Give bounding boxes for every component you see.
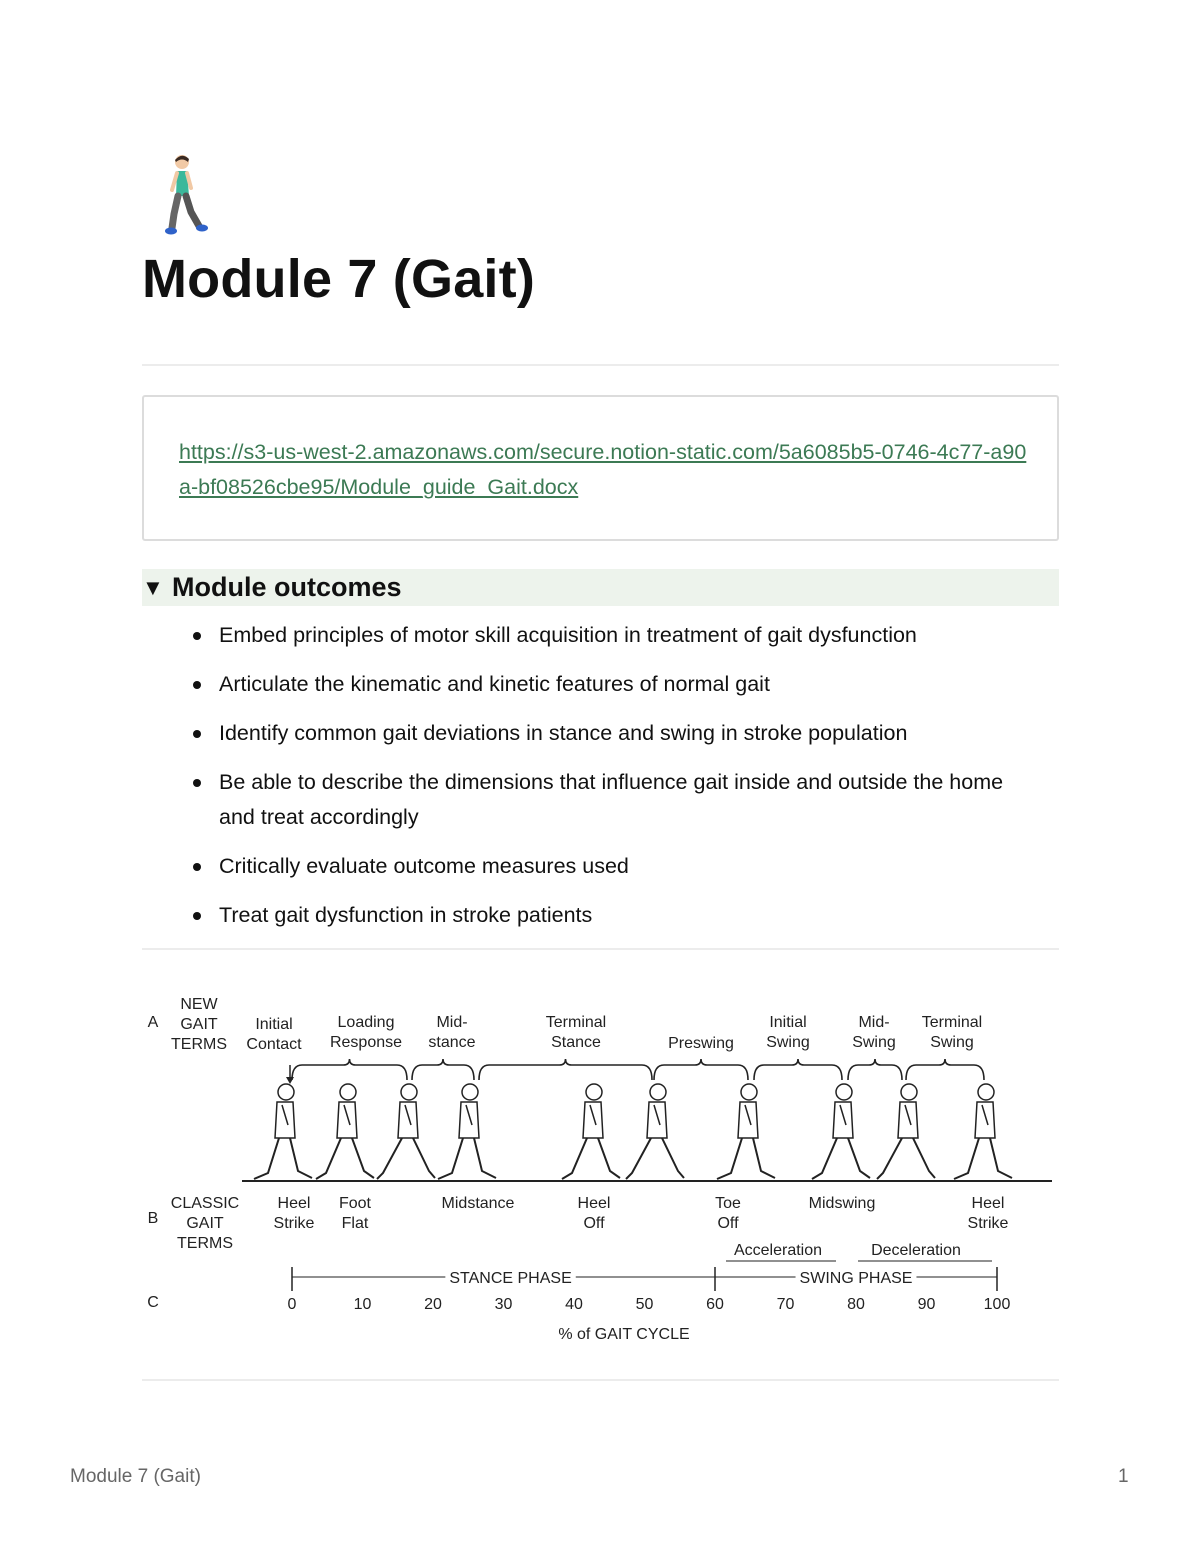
list-item: Embed principles of motor skill acquisition in treatment of gait dysfunction (190, 618, 1040, 653)
classic-gait-terms-label: CLASSIC (170, 1195, 240, 1212)
walker-torso (398, 1102, 418, 1138)
walker-leg (990, 1138, 1012, 1178)
bullet-icon (193, 730, 201, 738)
walker-torso (833, 1102, 853, 1138)
walker-leg (848, 1138, 870, 1178)
new-phase-label: Terminal (545, 1014, 607, 1031)
list-item: Be able to describe the dimensions that influence gait inside and outside the home and treat accordingly (190, 765, 1040, 835)
bullet-icon (193, 779, 201, 787)
walker-head (836, 1084, 852, 1100)
phase-brace (479, 1059, 652, 1080)
classic-event-label: Flat (341, 1215, 369, 1232)
walker-head (340, 1084, 356, 1100)
walker-head (586, 1084, 602, 1100)
walker-leg (316, 1138, 341, 1179)
new-phase-label: Stance (551, 1034, 601, 1051)
walker-arm (745, 1105, 751, 1125)
new-phase-label: Preswing (668, 1035, 734, 1052)
walker-leg (717, 1138, 742, 1179)
walker-torso (459, 1102, 479, 1138)
divider (142, 948, 1059, 950)
walking-person-icon (160, 150, 220, 240)
classic-event-label: Heel (971, 1195, 1005, 1212)
walker-leg (377, 1138, 402, 1179)
new-gait-terms-label: NEW (180, 996, 218, 1013)
footer-title: Module 7 (Gait) (70, 1466, 201, 1487)
walker-leg (812, 1138, 837, 1179)
walker-leg (877, 1138, 902, 1179)
acceleration-label: Acceleration (733, 1242, 823, 1259)
list-item: Articulate the kinematic and kinetic features of normal gait (190, 667, 1040, 702)
tick-label: 70 (776, 1296, 795, 1313)
new-phase-label: Response (329, 1034, 403, 1051)
page-title: Module 7 (Gait) (142, 249, 535, 309)
row-label-b: B (147, 1210, 159, 1227)
walker-leg (413, 1138, 435, 1178)
new-phase-label: Initial (769, 1014, 807, 1031)
deceleration-label: Deceleration (871, 1242, 961, 1259)
walker-leg (626, 1138, 651, 1179)
new-phase-label: Loading (337, 1014, 395, 1031)
new-phase-label: stance (428, 1034, 476, 1051)
walker-leg (290, 1138, 312, 1178)
tick-label: 10 (353, 1296, 372, 1313)
divider (142, 364, 1059, 366)
swing-phase-label: SWING PHASE (799, 1270, 913, 1287)
new-phase-label: Swing (766, 1034, 810, 1051)
walker-arm (590, 1105, 596, 1125)
new-gait-terms-label: TERMS (171, 1036, 227, 1053)
walker-arm (344, 1105, 350, 1125)
classic-event-label: Strike (967, 1215, 1009, 1232)
tick-label: 80 (847, 1296, 865, 1313)
list-item: Identify common gait deviations in stance and swing in stroke population (190, 716, 1040, 751)
classic-event-label: Heel (277, 1195, 311, 1212)
file-link-block (142, 395, 1059, 541)
list-item: Treat gait dysfunction in stroke patients (190, 898, 1040, 933)
outcomes-list (190, 618, 1040, 947)
page-number: 1 (1118, 1466, 1129, 1487)
walker-leg (662, 1138, 684, 1178)
walker-torso (583, 1102, 603, 1138)
bullet-icon (193, 912, 201, 920)
phase-brace (654, 1059, 748, 1080)
toggle-arrow-icon[interactable]: ▼ (142, 574, 164, 600)
tick-label: 90 (917, 1296, 936, 1313)
stance-phase-label: STANCE PHASE (449, 1270, 572, 1287)
phase-brace (412, 1059, 474, 1080)
new-phase-label: Mid- (436, 1014, 468, 1031)
bullet-icon (193, 863, 201, 871)
list-item: Critically evaluate outcome measures used (190, 849, 1040, 884)
tick-label: 100 (983, 1296, 1011, 1313)
walker-torso (898, 1102, 918, 1138)
walker-arm (466, 1105, 472, 1125)
bullet-icon (193, 632, 201, 640)
tick-label: 30 (494, 1296, 513, 1313)
classic-event-label: Toe (715, 1195, 741, 1212)
walker-arm (654, 1105, 660, 1125)
walker-leg (913, 1138, 935, 1178)
figure-layer (147, 996, 1052, 1343)
walker-head (741, 1084, 757, 1100)
toggle-module-outcomes[interactable] (142, 569, 1059, 606)
walker-leg (438, 1138, 463, 1179)
axis-label: % of GAIT CYCLE (558, 1326, 690, 1343)
new-phase-label: Terminal (921, 1014, 983, 1031)
tick-label: 0 (287, 1296, 297, 1313)
walker-arm (905, 1105, 911, 1125)
classic-event-label: Heel (577, 1195, 611, 1212)
walker-torso (275, 1102, 295, 1138)
walker-torso (738, 1102, 758, 1138)
bullet-icon (193, 681, 201, 689)
tick-label: 20 (424, 1296, 442, 1313)
classic-event-label: Off (717, 1215, 739, 1232)
row-label-a: A (147, 1014, 159, 1031)
toggle-title: Module outcomes (172, 572, 402, 602)
walker-leg (954, 1138, 979, 1179)
file-link[interactable]: https://s3-us-west-2.amazonaws.com/secure.notion-static.com/5a6085b5-0746-4c77-a90a-bf08526cbe95/Module_guide_Gait.docx (179, 440, 1027, 499)
classic-event-label: Midstance (441, 1195, 515, 1212)
classic-event-label: Midswing (808, 1195, 876, 1212)
new-phase-label: Swing (852, 1034, 896, 1051)
walker-head (278, 1084, 294, 1100)
classic-gait-terms-label: TERMS (177, 1235, 233, 1252)
gait-cycle-figure (142, 985, 1059, 1355)
walker-torso (337, 1102, 357, 1138)
walker-torso (975, 1102, 995, 1138)
walker-leg (753, 1138, 775, 1178)
walker-leg (352, 1138, 374, 1178)
classic-event-label: Strike (273, 1215, 315, 1232)
walker-leg (562, 1138, 587, 1179)
new-phase-label: Swing (930, 1034, 974, 1051)
walker-head (650, 1084, 666, 1100)
new-phase-label: Mid- (858, 1014, 890, 1031)
walker-leg (474, 1138, 496, 1178)
walker-head (401, 1084, 417, 1100)
classic-event-label: Foot (338, 1195, 372, 1212)
phase-brace (906, 1059, 984, 1080)
phase-brace (292, 1059, 407, 1080)
new-phase-label: Contact (246, 1036, 302, 1053)
classic-gait-terms-label: GAIT (186, 1215, 224, 1232)
divider (142, 1379, 1059, 1381)
walker-head (462, 1084, 478, 1100)
walker-torso (647, 1102, 667, 1138)
walker-arm (982, 1105, 988, 1125)
new-phase-label: Initial (255, 1016, 293, 1033)
phase-brace (754, 1059, 842, 1080)
walker-arm (405, 1105, 411, 1125)
row-label-c: C (147, 1294, 159, 1311)
classic-event-label: Off (583, 1215, 605, 1232)
walker-head (978, 1084, 994, 1100)
tick-label: 50 (635, 1296, 654, 1313)
walker-arm (282, 1105, 288, 1125)
tick-label: 40 (565, 1296, 583, 1313)
walker-leg (254, 1138, 279, 1179)
walker-head (901, 1084, 917, 1100)
tick-label: 60 (706, 1296, 724, 1313)
phase-brace (848, 1059, 902, 1080)
walker-arm (840, 1105, 846, 1125)
new-gait-terms-label: GAIT (180, 1016, 218, 1033)
walker-leg (598, 1138, 620, 1178)
